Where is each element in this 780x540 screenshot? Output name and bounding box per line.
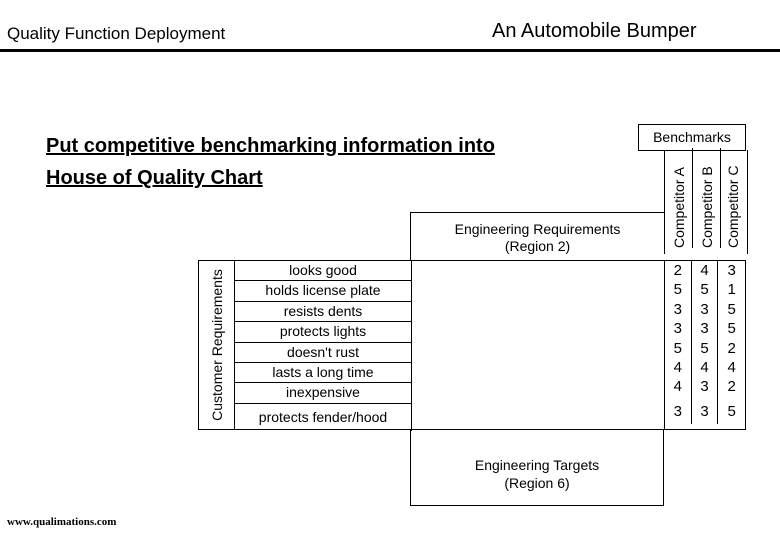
benchmark-score: 3 [727, 262, 736, 279]
competitor-b-column [692, 148, 721, 248]
competitor-b-label: Competitor B [698, 166, 715, 248]
customer-requirements-label-cell [198, 260, 235, 430]
benchmark-score: 5 [727, 402, 736, 420]
customer-requirements-label: Customer Requirements [208, 269, 225, 421]
header-divider [0, 49, 780, 52]
benchmark-score: 5 [692, 280, 719, 299]
benchmark-score: 5 [665, 280, 692, 299]
customer-requirements-list [235, 260, 412, 430]
benchmarks-heading: Benchmarks [638, 124, 746, 151]
slide-subtitle [46, 130, 495, 194]
benchmark-score: 4 [665, 377, 692, 396]
engineering-requirements-region-label: (Region 2) [504, 238, 571, 254]
benchmark-score: 3 [692, 319, 719, 338]
benchmark-score: 2 [727, 378, 736, 396]
benchmark-row [665, 319, 745, 338]
subtitle-line-2: House of Quality Chart [46, 167, 263, 189]
benchmark-score: 5 [665, 339, 692, 358]
relationship-matrix [412, 260, 664, 430]
benchmark-row [665, 261, 745, 280]
customer-requirement-row: doesn't rust [235, 343, 412, 363]
benchmark-score: 3 [665, 300, 692, 319]
customer-requirement-row: resists dents [235, 302, 412, 322]
header-left-title: Quality Function Deployment [7, 24, 226, 43]
benchmark-score: 3 [692, 377, 719, 396]
benchmark-score: 3 [665, 397, 692, 424]
competitor-c-column [719, 148, 746, 248]
benchmark-score: 4 [727, 358, 736, 376]
benchmark-row [665, 339, 745, 358]
benchmark-score: 5 [727, 300, 736, 318]
customer-requirement-row: protects lights [235, 322, 412, 342]
competitor-a-column [665, 148, 692, 248]
benchmark-score: 5 [692, 339, 719, 358]
benchmark-score: 4 [692, 261, 719, 280]
customer-requirement-row: inexpensive [235, 383, 412, 403]
competitor-c-label: Competitor C [724, 165, 741, 248]
benchmark-score: 4 [665, 358, 692, 377]
benchmark-score: 2 [665, 261, 692, 280]
subtitle-line-1: Put competitive benchmarking information into [46, 135, 495, 157]
benchmark-scores-grid [664, 260, 746, 430]
benchmark-score: 5 [727, 320, 736, 338]
engineering-targets-region-label: (Region 6) [504, 475, 570, 491]
competitor-a-label: Competitor A [670, 167, 687, 248]
benchmark-row [665, 300, 745, 319]
customer-requirement-row: looks good [235, 261, 412, 281]
engineering-requirements-region [410, 212, 664, 260]
benchmark-score: 2 [727, 339, 736, 357]
engineering-targets-title: Engineering Targets [474, 457, 600, 473]
customer-requirement-row: holds license plate [235, 281, 412, 301]
benchmark-row [665, 280, 745, 299]
benchmark-score: 3 [692, 397, 719, 424]
benchmark-score: 3 [692, 300, 719, 319]
engineering-targets-region [410, 430, 664, 506]
benchmark-score: 1 [727, 281, 736, 299]
benchmark-row [665, 397, 745, 424]
engineering-requirements-title: Engineering Requirements [454, 221, 621, 237]
benchmark-score: 4 [692, 358, 719, 377]
benchmark-score: 3 [665, 319, 692, 338]
benchmark-row [665, 377, 745, 396]
header-right-title: An Automobile Bumper [492, 20, 697, 42]
footer-url: www.qualimations.com [7, 516, 117, 528]
competitor-columns [664, 150, 748, 254]
benchmark-row [665, 358, 745, 377]
customer-requirement-row: lasts a long time [235, 363, 412, 383]
customer-requirement-row: protects fender/hood [235, 404, 412, 431]
